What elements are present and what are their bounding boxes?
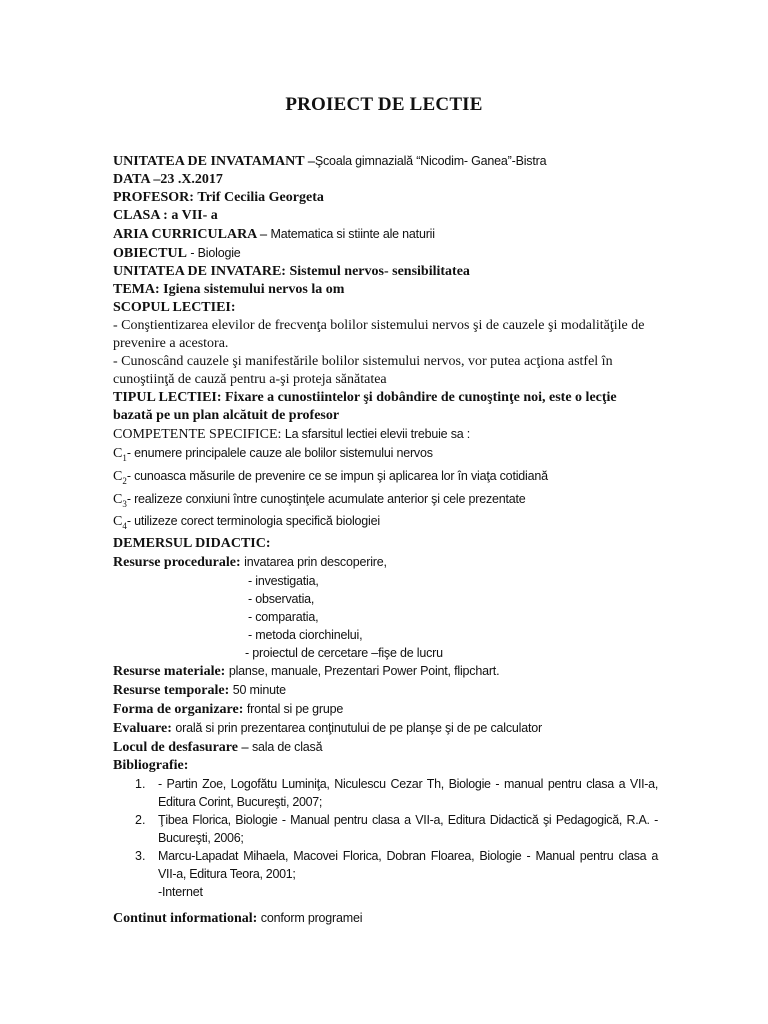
competenta-sub: 2	[122, 475, 127, 486]
list-item-number: 2.	[135, 813, 146, 828]
locul-line	[113, 738, 658, 757]
unitatea-invatare-label: UNITATEA DE INVATARE:	[113, 264, 286, 279]
resurse-procedurale-first: invatarea prin descoperire,	[244, 555, 387, 570]
tipul-line	[113, 389, 658, 425]
forma-organizare-value: frontal si pe grupe	[246, 702, 344, 717]
locul-value: sala de clasă	[251, 740, 323, 755]
competenta-code: C	[113, 491, 123, 507]
scopul-label: SCOPUL LECTIEI:	[113, 300, 236, 315]
resurse-procedurale-line	[113, 553, 658, 572]
tema-label: TEMA:	[113, 282, 160, 297]
continut-line	[113, 909, 658, 928]
resurse-materiale-label: Resurse materiale:	[113, 664, 226, 680]
page-title: PROIECT DE LECTIE	[285, 94, 483, 115]
resurse-procedurale-label: Resurse procedurale:	[113, 555, 241, 571]
list-item	[113, 775, 658, 811]
internet-item: -Internet	[158, 885, 203, 900]
list-item-number: 3.	[135, 849, 146, 864]
data-line: DATA –23 .X.2017	[113, 172, 223, 187]
clasa-value: a VII- a	[171, 208, 218, 223]
competenta-text: - cunoasca măsurile de prevenire ce se impun şi aplicarea lor în viaţa cotidiană	[126, 468, 548, 483]
competenta-code: C	[113, 468, 123, 484]
continut-value: conform programei	[260, 911, 363, 926]
competenta-text: - utilizeze corect terminologia specifică biologiei	[126, 514, 380, 529]
forma-organizare-line	[113, 700, 658, 719]
obiectul-value: - Biologie	[190, 246, 241, 260]
resurse-procedurale-item: - comparatia,	[248, 610, 319, 625]
competenta-item	[113, 490, 658, 513]
unitatea-invatare-value: Sistemul nervos- sensibilitatea	[289, 264, 470, 279]
competenta-sub: 4	[122, 521, 127, 532]
clasa-label: CLASA :	[113, 208, 168, 223]
aria-line	[113, 225, 658, 244]
resurse-procedurale-item: - investigatia,	[248, 574, 319, 589]
competenta-sub: 1	[122, 452, 127, 463]
obiectul-label: OBIECTUL	[113, 246, 187, 261]
bibliografie-list	[113, 775, 658, 883]
competenta-code: C	[113, 514, 123, 530]
profesor-line	[113, 189, 658, 207]
continut-label: Continut informational:	[113, 911, 258, 927]
aria-label: ARIA CURRICULARA –	[113, 227, 268, 242]
scopul-item: - Cunoscând cauzele şi manifestările bolilor sistemului nervos, vor putea acţiona astfel în cunoştiinţă de cauză pentru a-şi proteja sănătatea	[113, 354, 613, 387]
competente-label: COMPETENTE SPECIFICE:	[113, 427, 282, 442]
list-item-text: - Partin Zoe, Logofătu Luminiţa, Niculescu Cezar Th, Biologie - manual pentru clasa a VII-a, Editura Corint, Bucureşti, 2007;	[158, 777, 658, 810]
competente-line	[113, 425, 658, 444]
evaluare-value: orală si prin prezentarea conţinutului de pe planşe şi de pe calculator	[175, 721, 542, 736]
resurse-temporale-value: 50 minute	[232, 683, 286, 698]
list-item-text: Marcu-Lapadat Mihaela, Macovei Florica, Dobran Floarea, Biologie - Manual pentru clasa a VII-a, Editura Teora, 2001;	[158, 849, 658, 882]
scopul-item: - Conştientizarea elevilor de frecvenţa bolilor sistemului nervos şi de cauzele şi modalităţile de prevenire a acestora.	[113, 318, 645, 351]
clasa-line	[113, 207, 658, 225]
evaluare-label: Evaluare:	[113, 721, 172, 737]
list-item-text: Ţibea Florica, Biologie - Manual pentru clasa a VII-a, Editura Didactică şi Pedagogică, R.A. - Bucureşti, 2006;	[158, 813, 658, 846]
competenta-item	[113, 467, 658, 490]
resurse-temporale-label: Resurse temporale:	[113, 683, 230, 699]
resurse-procedurale-item: - proiectul de cercetare –fişe de lucru	[245, 646, 443, 661]
competenta-code: C	[113, 446, 123, 461]
profesor-label: PROFESOR:	[113, 190, 194, 205]
resurse-procedurale-item: - metoda ciorchinelui,	[248, 628, 363, 643]
competenta-item	[113, 444, 658, 467]
resurse-procedurale-item: - observatia,	[248, 592, 315, 607]
demersul-label: DEMERSUL DIDACTIC:	[113, 536, 271, 552]
competente-intro: La sfarsitul lectiei elevii trebuie sa :	[284, 427, 471, 441]
document-body	[113, 152, 658, 928]
tema-line	[113, 281, 658, 299]
evaluare-line	[113, 719, 658, 738]
resurse-materiale-value: planse, manuale, Prezentari Power Point, flipchart.	[228, 664, 500, 679]
competenta-item	[113, 512, 658, 535]
aria-value: Matematica si stiinte ale naturii	[270, 227, 435, 241]
tipul-label: TIPUL LECTIEI:	[113, 390, 222, 405]
list-item-number: 1.	[135, 777, 146, 792]
tema-value: Igiena sistemului nervos la om	[163, 282, 345, 297]
unitatea-invatare-line	[113, 263, 658, 281]
forma-organizare-label: Forma de organizare:	[113, 702, 244, 718]
unitatea-invatamant-line	[113, 152, 658, 171]
list-item	[113, 811, 658, 847]
locul-label: Locul de desfasurare –	[113, 740, 249, 756]
unitatea-invatamant-label: UNITATEA DE INVATAMANT –	[113, 154, 315, 169]
profesor-value: Trif Cecilia Georgeta	[197, 190, 324, 205]
competenta-text: - enumere principalele cauze ale bolilor sistemului nervos	[126, 446, 433, 460]
bibliografie-label: Bibliografie:	[113, 758, 189, 774]
resurse-materiale-line	[113, 662, 658, 681]
tipul-value: Fixare a cunostiintelor şi dobândire de cunoştinţe noi, este o lecţie bazată pe un plan alcătuit de profesor	[113, 390, 617, 423]
competenta-sub: 3	[122, 498, 127, 509]
obiectul-line	[113, 244, 658, 263]
list-item	[113, 847, 658, 883]
resurse-temporale-line	[113, 681, 658, 700]
competenta-text: - realizeze conxiuni între cunoştinţele acumulate anterior şi cele prezentate	[126, 491, 526, 506]
unitatea-invatamant-value: Şcoala gimnazială “Nicodim- Ganea”-Bistra	[314, 154, 547, 168]
